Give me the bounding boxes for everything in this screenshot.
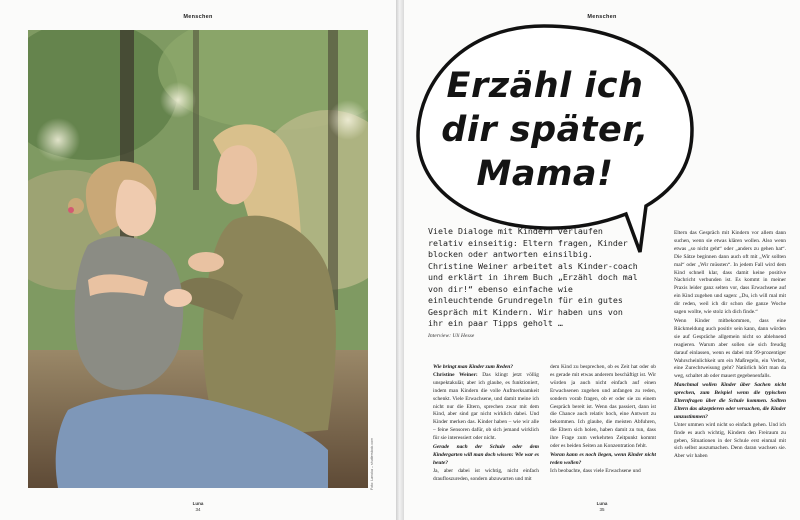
question: Manchmal wollen Kinder über Sachen nicht sprechen, zum Beispiel wenn die typischen Elternfragen über die Schule kommen. Sollten Eltern das akzeptieren oder versuchen, die Kinder umzustimmen? [674, 382, 786, 420]
speaker-name: Christine Weiner: [433, 371, 478, 378]
headline-line-1: Erzähl ich [446, 66, 644, 106]
photo-credit: Foto: Lanoka – shutterstock.com [370, 437, 374, 490]
page-footer [404, 501, 800, 512]
spread-gutter [396, 0, 404, 520]
answer: Wenn Kinder mitbekommen, dass eine Rückmeldung auch positiv sein kann, dann würden sie auf Gespräche allgemein nicht so ablehnend reagieren. Warum aber sollen sie sich freudig darauf einlassen, wenn es dabei mit 99-prozentiger Wahrscheinlichkeit um ein Maßregeln, ein Verbot, eine Zurechtweisung geht? Natürlich hört man da weg, schaltet ab oder mauert gegebenenfalls. [674, 317, 786, 380]
question: Gerade nach der Schule oder dem Kindergarten will man doch wissen: Wie war es heute? [433, 444, 539, 466]
headline-line-2: dir später, [441, 110, 649, 150]
magazine-brand: Luna [192, 501, 204, 506]
headline [436, 64, 654, 196]
column-1 [433, 364, 539, 488]
question: Woran kann es noch liegen, wenn Kinder nicht reden wollen? [550, 451, 656, 466]
answer: Ja, aber dabei ist wichtig, nicht einfach draufloszureden, sondern abzuwarten und mit [433, 467, 539, 482]
answer: Ich beobachte, dass viele Erwachsene und [550, 467, 641, 474]
photo-illustration [28, 30, 368, 488]
page-footer [0, 501, 396, 512]
page-number: 35 [599, 506, 605, 512]
question: Wie bringt man Kinder zum Reden? [433, 364, 513, 370]
section-header: Menschen [183, 14, 213, 20]
headline-line-3: Mama! [476, 154, 614, 194]
column-2 [550, 364, 656, 488]
intro-paragraph: Viele Dialoge mit Kindern verlaufen relativ einseitig: Eltern fragen, Kinder blocken oder antworten einsilbig. Christine Weiner arbeitet als Kinder-coach und erklärt in ihrem Buch „Erzähl doch mal von dir!“ ebenso einfache wie einleuchtende Grundregeln für ein gutes Gespräch mit Kindern. Wir haben uns von ihr ein paar Tipps geholt … [428, 226, 638, 328]
mother-daughter-photo [28, 30, 368, 488]
magazine-brand: Luna [596, 501, 608, 506]
left-page [0, 0, 396, 520]
interview-credit: Interview: Uli Hesse [428, 333, 475, 339]
answer: dem Kind zu besprechen, ob es Zeit hat oder ob es gerade mit etwas anderem beschäftigt ist. Wir würden ja auch nicht einfach auf einen Erwachsenen zugehen und anfangen zu reden, sondern vorab fragen, ob er oder sie zu einem Gespräch bereit ist. Wenn das passiert, dann ist die Chance auch relativ hoch, eine Antwort zu bekommen. Ich glaube, die meisten Abfuhren, die Eltern sich holen, haben damit zu tun, dass ihre Frage zum verkehrten Zeitpunkt kommt oder es beiden Seiten an Konzentration fehlt. [550, 364, 656, 450]
right-page [404, 0, 800, 520]
page-number: 34 [195, 506, 201, 512]
column-3 [674, 230, 786, 492]
section-header: Menschen [587, 14, 617, 20]
answer: Das klingt jetzt völlig unspektakulär, aber ich glaube, es funktioniert, indem man Kindern die volle Aufmerksamkeit schenkt. Viele Erwachsene, und damit meine ich nicht nur die Eltern, sprechen zwar mit dem Kind, aber sind gar nicht wirklich dabei. Und Kinder merken das. Kinder haben – wie wir alle – feine Sensoren dafür, ob sich jemand wirklich für sie interessiert oder nicht. [433, 371, 539, 442]
answer: Unter ummen wird nicht so einfach gehen. Und ich finde es auch wichtig, Kindern den Freiraum zu geben, Situationen in der Schule erst einmal mit sich selbst auszumachen. Denn daran wachsen sie. Aber wir haben [674, 421, 786, 460]
answer: Eltern das Gespräch mit Kindern vor allem dann suchen, wenn sie etwas klären wollen. Also wenn etwas „so nicht geht“ oder „anders zu gehen hat“. Die Sätze beginnen dann auch oft mit „Wir sollten mal“ oder „Wir müssten“. In jedem Fall wird dem Kind schnell klar, dass damit keine positive Nachricht verbunden ist. Es kommt in meiner Praxis leider ganz selten vor, dass Erwachsene auf ein Kind zugehen und sagen: „Du, ich will mal mit dir reden, weil ich dir schon die ganze Woche sagen wollte, wie stolz ich dich finde.“ [674, 230, 786, 316]
